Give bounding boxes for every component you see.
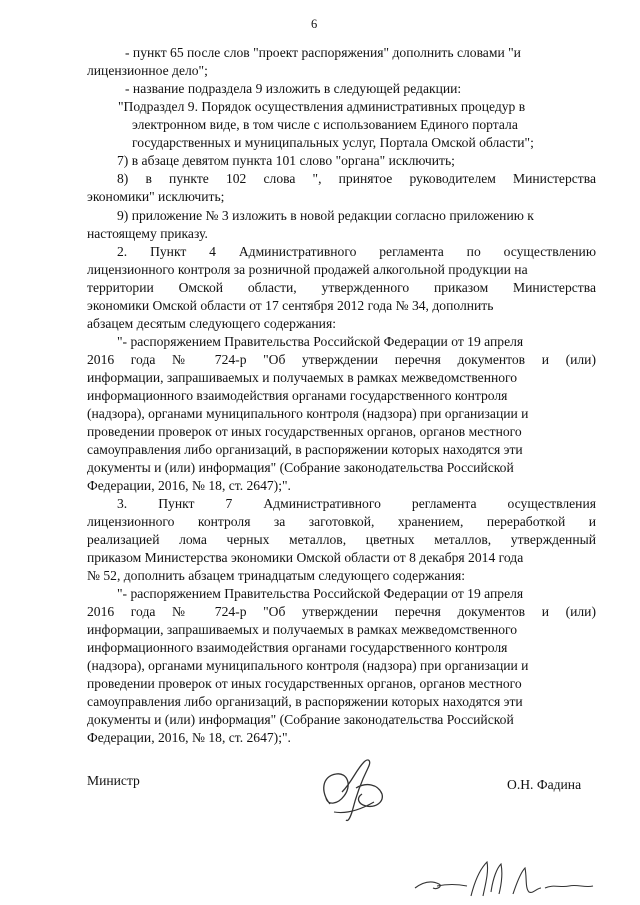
text-line: 7) в абзаце девятом пункта 101 слово "органа" исключить; bbox=[117, 153, 455, 168]
text-line: информации, запрашиваемых и получаемых в рамках межведомственного bbox=[87, 622, 518, 637]
text-line: (надзора), органами муниципального контроля (надзора) при организации и bbox=[87, 406, 529, 421]
text-line: "- распоряжением Правительства Российской Федерации от 19 апреля bbox=[117, 586, 524, 601]
text-line: - название подраздела 9 изложить в следующей редакции: bbox=[125, 81, 462, 96]
text-line: 3. Пункт 7 Административного регламента осуществления bbox=[117, 496, 596, 511]
text-line: 8) в пункте 102 слова ", принятое руководителем Министерства bbox=[117, 171, 596, 186]
text-line: 9) приложение № 3 изложить в новой редакции согласно приложению к bbox=[117, 208, 534, 223]
text-line: государственных и муниципальных услуг, Портала Омской области"; bbox=[132, 135, 534, 150]
text-line: 2016 года № 724-р "Об утверждении перечня документов и (или) bbox=[87, 604, 596, 619]
text-line: информационного взаимодействия органами государственного контроля bbox=[87, 640, 508, 655]
text-line: абзацем десятым следующего содержания: bbox=[87, 316, 336, 331]
text-line: проведении проверок от иных государственных органов, органов местного bbox=[87, 676, 522, 691]
text-line: 2. Пункт 4 Административного регламента по осуществлению bbox=[117, 244, 596, 259]
text-line: "Подраздел 9. Порядок осуществления административных процедур в bbox=[118, 99, 526, 114]
text-line: лицензионного контроля за розничной продажей алкогольной продукции на bbox=[87, 262, 528, 277]
text-line: - пункт 65 после слов "проект распоряжения" дополнить словами "и bbox=[125, 45, 521, 60]
text-line: самоуправления либо организаций, в распоряжении которых находятся эти bbox=[87, 694, 523, 709]
signatory-name: О.Н. Фадина bbox=[507, 777, 582, 792]
text-line: Федерации, 2016, № 18, ст. 2647);". bbox=[87, 478, 291, 493]
text-line: 2016 года № 724-р "Об утверждении перечня документов и (или) bbox=[87, 352, 596, 367]
text-line: экономики Омской области от 17 сентября 2012 года № 34, дополнить bbox=[87, 298, 494, 313]
text-line: проведении проверок от иных государственных органов, органов местного bbox=[87, 424, 522, 439]
text-line: (надзора), органами муниципального контроля (надзора) при организации и bbox=[87, 658, 529, 673]
text-line: экономики" исключить; bbox=[87, 189, 225, 204]
text-line: Федерации, 2016, № 18, ст. 2647);". bbox=[87, 730, 291, 745]
handwritten-initials bbox=[413, 858, 603, 902]
handwritten-signature bbox=[312, 752, 402, 824]
text-line: территории Омской области, утвержденного приказом Министерства bbox=[87, 280, 596, 295]
text-line: реализацией лома черных металлов, цветных металлов, утвержденный bbox=[87, 532, 596, 547]
text-line: информации, запрашиваемых и получаемых в рамках межведомственного bbox=[87, 370, 518, 385]
text-line: настоящему приказу. bbox=[87, 226, 208, 241]
text-line: лицензионного контроля за заготовкой, хранением, переработкой и bbox=[87, 514, 596, 529]
text-line: документы и (или) информация" (Собрание законодательства Российской bbox=[87, 712, 514, 727]
text-line: документы и (или) информация" (Собрание законодательства Российской bbox=[87, 460, 514, 475]
text-line: лицензионное дело"; bbox=[87, 63, 208, 78]
text-line: "- распоряжением Правительства Российской Федерации от 19 апреля bbox=[117, 334, 524, 349]
text-line: приказом Министерства экономики Омской области от 8 декабря 2014 года bbox=[87, 550, 524, 565]
text-line: самоуправления либо организаций, в распоряжении которых находятся эти bbox=[87, 442, 523, 457]
page-number: 6 bbox=[311, 17, 318, 31]
text-line: информационного взаимодействия органами государственного контроля bbox=[87, 388, 508, 403]
position-title: Министр bbox=[87, 773, 140, 788]
text-line: № 52, дополнить абзацем тринадцатым следующего содержания: bbox=[87, 568, 465, 583]
text-line: электронном виде, в том числе с использованием Единого портала bbox=[132, 117, 518, 132]
